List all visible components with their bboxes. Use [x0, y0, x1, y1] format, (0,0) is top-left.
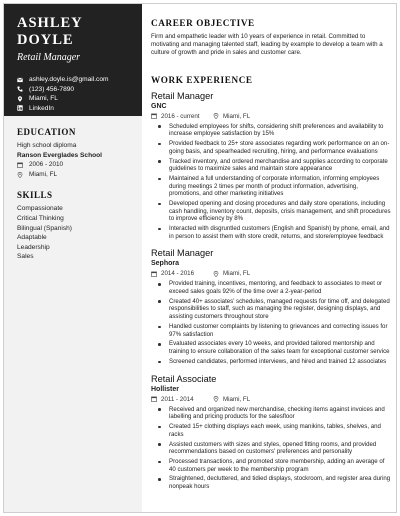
- objective-heading: CAREER OBJECTIVE: [151, 18, 255, 28]
- contact-phone-text: (123) 456-7890: [29, 85, 75, 93]
- job-entry: [151, 91, 391, 241]
- contact-phone[interactable]: [17, 85, 129, 95]
- education-dates: 2006 - 2010: [29, 161, 64, 169]
- contact-email-text: ashley.doyle.is@gmail.com: [29, 76, 109, 83]
- job-dates: 2016 - current: [161, 112, 200, 120]
- job-bullet: Maintained a full understanding of corporate information, informing employees during meetings 2 times per month of product information, advertising, promotions, and other marketing initiatives: [151, 175, 391, 198]
- job-location: Miami, FL: [223, 395, 251, 403]
- job-meta: [151, 113, 391, 120]
- calendar-icon: [17, 162, 23, 168]
- objective-section: [151, 18, 391, 58]
- job-dates-row: [151, 113, 213, 120]
- skills-heading: SKILLS: [17, 190, 53, 201]
- job-company: GNC: [151, 102, 167, 110]
- skills-section: [4, 190, 142, 262]
- email-icon: [17, 77, 23, 83]
- job-company: Hollister: [151, 385, 180, 393]
- job-bullets: [151, 280, 391, 365]
- skill-item: Sales: [17, 253, 34, 261]
- education-degree: High school diploma: [17, 142, 77, 149]
- job-bullet: Provided feedback to 25+ store associates regarding work performance on an on-going basis, and spearheaded recruiting, hiring, and performance evaluations: [151, 140, 391, 155]
- contact-linkedin[interactable]: [17, 104, 129, 114]
- job-bullet: Screened candidates, performed interviews, and hired and trained 12 associates: [151, 358, 391, 366]
- contact-linkedin-text: LinkedIn: [29, 104, 54, 112]
- job-location-row: [213, 270, 250, 277]
- skill-item: Leadership: [17, 243, 50, 251]
- job-company: Sephora: [151, 260, 180, 268]
- job-bullet: Handled customer complaints by listening to grievances and correcting issues for 97% satisfaction: [151, 323, 391, 338]
- job-dates: 2014 - 2016: [161, 270, 195, 278]
- location-icon: [213, 113, 219, 119]
- calendar-icon: [151, 271, 157, 277]
- candidate-name: ASHLEY DOYLE: [17, 15, 83, 48]
- job-location: Miami, FL: [223, 270, 251, 278]
- job-bullet: Interacted with disgruntled customers (English and Spanish) by phone, email, and in person to assist them with store credit, returns, and store/employee feedback: [151, 225, 391, 240]
- job-entry: [151, 374, 391, 491]
- job-location-row: [213, 113, 250, 120]
- linkedin-icon: [17, 105, 23, 111]
- skill-item: Adaptable: [17, 234, 47, 242]
- job-location-row: [213, 396, 250, 403]
- job-bullets: [151, 123, 391, 241]
- job-dates-row: [151, 396, 213, 403]
- main-content: [151, 4, 391, 493]
- contact-email[interactable]: [17, 75, 129, 85]
- job-bullet: Developed opening and closing procedures and daily store operations, including cash handling, inventory count, deposits, crisis management, and shift procedures to improve efficiency by 8%: [151, 200, 391, 223]
- job-bullet: Received and organized new merchandise, checking items against invoices and labelling and pricing products for the salesfloor: [151, 406, 391, 421]
- calendar-icon: [151, 396, 157, 402]
- job-dates: 2011 - 2014: [161, 395, 194, 403]
- job-entry: [151, 248, 391, 365]
- education-location-row: [17, 170, 129, 180]
- location-icon: [17, 96, 23, 102]
- calendar-icon: [151, 113, 157, 119]
- education-section: [4, 127, 142, 179]
- job-title: Retail Associate: [151, 373, 217, 384]
- job-bullet: Processed transactions, and promoted store membership, adding an average of 40 customers per week to the membership program: [151, 458, 391, 473]
- job-title: Retail Manager: [151, 248, 214, 259]
- contact-list: [17, 75, 129, 113]
- skill-item: Compassionate: [17, 205, 63, 213]
- job-bullet: Scheduled employees for shifts, considering shift preferences and availability to increase employee satisfaction by 15%: [151, 123, 391, 138]
- sidebar: [4, 4, 142, 512]
- education-heading: EDUCATION: [17, 127, 76, 137]
- job-dates-row: [151, 270, 213, 277]
- experience-section: [151, 75, 391, 491]
- job-bullets: [151, 406, 391, 491]
- job-bullet: Provided training, incentives, mentoring, and feedback to associates to meet or exceed sales goals 92% of the time over a 2-year-period: [151, 280, 391, 295]
- education-school: Ranson Everglades School: [17, 151, 103, 159]
- education-dates-row: [17, 160, 129, 170]
- skill-item: Bilingual (Spanish): [17, 224, 72, 232]
- job-title: Retail Manager: [151, 90, 214, 101]
- job-meta: [151, 270, 391, 277]
- job-meta: [151, 396, 391, 403]
- job-bullet: Tracked inventory, and ordered merchandise and supplies according to corporate guidelines to maximize sales and maintain store appearance: [151, 158, 391, 173]
- location-icon: [17, 172, 23, 178]
- skill-item: Critical Thinking: [17, 214, 64, 222]
- contact-location-text: Miami, FL: [29, 95, 58, 102]
- education-location: Miami, FL: [29, 170, 58, 178]
- candidate-role: Retail Manager: [17, 52, 81, 63]
- sidebar-header: [4, 4, 142, 116]
- job-bullet: Created 40+ associates' schedules, managed requests for time off, and delegated responsibilities to staff, such as managing the register, designing displays, and assisting customers throughout store: [151, 298, 391, 321]
- experience-heading: WORK EXPERIENCE: [151, 74, 253, 85]
- contact-location: [17, 94, 129, 104]
- objective-text: Firm and empathetic leader with 10 years of experience in retail. Committed to motivating and managing talented staff, leading by example to develop a team with a culture of growth and pride in sales and customer care.: [151, 33, 383, 57]
- job-location: Miami, FL: [223, 112, 251, 120]
- job-bullet: Straightened, decluttered, and tidied displays, stockroom, and register area during nonpeak hours: [151, 475, 391, 490]
- location-icon: [213, 271, 219, 277]
- phone-icon: [17, 86, 23, 92]
- job-bullet: Assisted customers with sizes and styles, opened fitting rooms, and provided recommendations based on customers' preferences and personality: [151, 441, 391, 456]
- job-bullet: Evaluated associates every 10 weeks, and provided tailored mentorship and training to ensure collaboration of the sales team for exceptional customer service: [151, 340, 391, 355]
- location-icon: [213, 396, 219, 402]
- job-bullet: Created 15+ clothing displays each week, using manikins, tables, shelves, and racks: [151, 423, 391, 438]
- resume-page: [3, 3, 397, 513]
